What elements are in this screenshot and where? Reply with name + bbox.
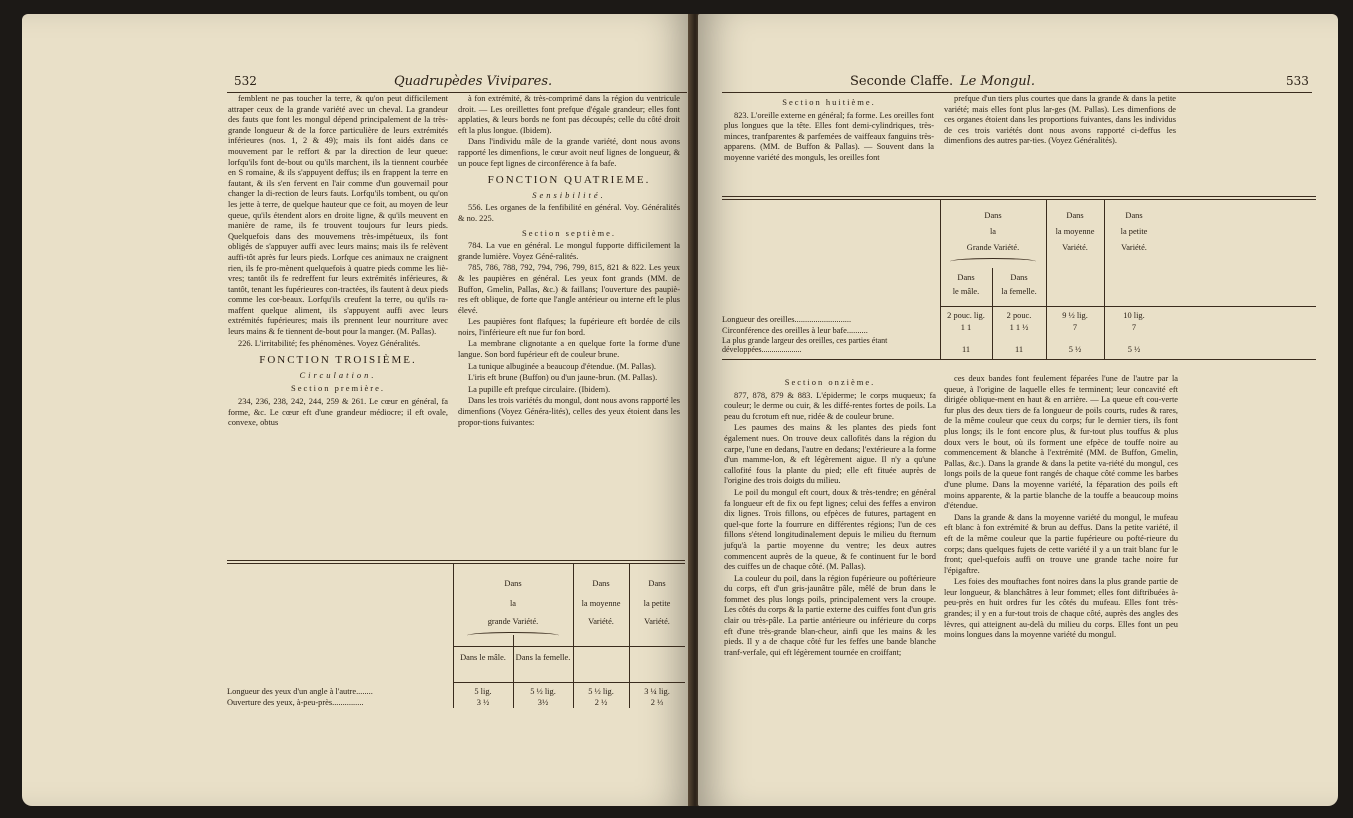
paragraph: Les paumes des mains & les plantes des pieds font également nues. On trouve deux callofités dans la région du carpe, l'une en dedans, l'autre en dedans; l'extérieure a la forme d'un mamme-lon, & eft légèrement aigue. Il n'y a qu'une callofité fous la plante du pied; elle eft fituée auprès de l'origine des trois doigts du milieu. (724, 423, 936, 486)
header-male: Dans le mâle. (460, 653, 506, 662)
section-heading: Circulation. (299, 369, 377, 380)
ear-header-petite-dans: Dans (1125, 211, 1143, 220)
header-grande-variete: grande Variété. (487, 617, 539, 626)
ear-header-femelle-dans: Dans (1010, 273, 1028, 282)
running-head-class: Seconde Claffe. (850, 74, 954, 89)
ear-width-moyenne: 5 ½ (1068, 345, 1082, 354)
ear-header-femelle: la femelle. (1001, 287, 1037, 296)
right-column-3 (724, 374, 936, 794)
paragraph: 556. Les organes de la fenfibilité en général. Voy. Généralités & no. 225. (458, 203, 680, 223)
paragraph: Dans la grande & dans la moyenne variété du mongul, le mufeau eft blanc à fon extrémité & brun au deffus. Dans la petite variété, il eft de la même couleur que la partie fupérieure ou pofté-rieure du corps; dans quelques fujets de cette variété il y a un trait blanc fur le front; quel-quefois auffi on trouve une grande tache noire fur l'épigaftre. (944, 512, 1178, 575)
eye-length-femelle: 5 ½ lig. (530, 687, 556, 696)
section-heading: FONCTION QUATRIEME. (487, 174, 651, 187)
eye-dimensions-table (227, 560, 685, 710)
page-number-left: 532 (234, 74, 257, 88)
eye-length-petite: 3 ¼ lig. (644, 687, 670, 696)
right-page (698, 14, 1338, 806)
paragraph: 877, 878, 879 & 883. L'épiderme; le corps muqueux; fa couleur; le derme ou cuir, & les diffé-rentes fortes de poils. La peau du fcrotum eft nue, ridée & de couleur brune. (724, 390, 936, 421)
header-rule-left (227, 92, 687, 93)
running-head-left: Quadrupèdes Vivipares. (394, 74, 553, 89)
ear-header-grande-dans: Dans (984, 211, 1002, 220)
ear-header-moyenne-variete: Variété. (1062, 243, 1088, 252)
header-grande-dans: Dans (504, 579, 522, 588)
left-column-1 (228, 94, 448, 564)
paragraph: 823. L'oreille externe en général; fa forme. Les oreilles font plus longues que la tête. Elles font demi-cylindriques, très-minces, tranfparentes & parfemées de vaiffeaux fanguins très-apparens. (MM. de Buffon & Pallas). — Souvent dans la moyenne variété des monguls, les oreilles font (724, 110, 934, 162)
row-label-eye-opening: Ouverture des yeux, à-peu-près............... (227, 698, 364, 707)
eye-length-male: 5 lig. (474, 687, 492, 696)
row-label-ear-circumference: Circonférence des oreilles à leur bafe.......... (722, 326, 868, 335)
ear-width-petite: 5 ½ (1127, 345, 1141, 354)
ear-length-moyenne-2: 7 (1072, 323, 1078, 332)
row-label-ear-width: La plus grande largeur des oreilles, ces parties étant développées.................... (722, 336, 888, 354)
eye-length-moyenne: 5 ½ lig. (588, 687, 614, 696)
right-column-4 (944, 374, 1178, 794)
ear-length-femelle: 2 pouc. (1006, 311, 1032, 320)
eye-opening-male: 3 ½ (476, 698, 490, 707)
section-heading: Section première. (291, 383, 385, 394)
ear-header-male: le mâle. (952, 287, 980, 296)
header-femelle: Dans la femelle. (515, 653, 571, 662)
ear-length-male-2: 1 1 (960, 323, 972, 332)
section-heading: FONCTION TROISIÈME. (259, 354, 417, 367)
ear-header-male-dans: Dans (957, 273, 975, 282)
eye-opening-petite: 2 ⅓ (650, 698, 664, 707)
paragraph: Le poil du mongul eft court, doux & très-tendre; en général fa longueur eft de fix ou fept lignes; celui des feffes a environ dix lignes. Trois fillons, ou efpèces de futures, partagent en quel-que forte la fourrure en différentes régions; l'un de ces fillons s'étend longitudinalement depuis le milieu du fternum jufqu'à la partie moyenne du ventre; les deux autres commencent auprès de la queue, & fe continuent fur le bord des cuiffes un de chaque côté. (M. Pallas). (724, 487, 936, 572)
left-column-2 (458, 94, 680, 564)
paragraph: prefque d'un tiers plus courtes que dans la grande & dans la petite variété; mais elles font plus lar-ges (M. Pallas). Les dimenfions de ces organes étoient dans les proportions fuivantes, dans les individus de ces trois variétés dont nous avons rapporté ci-deffus les dimenfions des autres par-ties. (Voyez Généralités). (944, 94, 1176, 146)
section-heading: Section septième. (522, 227, 616, 238)
paragraph: Dans les trois variétés du mongul, dont nous avons rapporté les dimenfions (Voyez Généra-lités), celles des yeux étoient dans les propor-tions fuivantes: (458, 396, 680, 427)
header-rule-right (722, 92, 1312, 93)
header-grande-la: la (509, 599, 517, 608)
section-heading: Sensibilité. (532, 189, 606, 200)
ear-header-grande-variete: Grande Variété. (966, 243, 1020, 252)
ear-width-femelle: 11 (1014, 345, 1024, 354)
header-moyenne-dans: Dans (592, 579, 610, 588)
paragraph: La couleur du poil, dans la région fupérieure ou poftérieure du corps, eft d'un gris-jaunâtre pâle, mêlé de brun dans le fommet des plus longs poils, principalement vers la croupe. Les côtés du corps & la partie externe des cuiffes font d'un gris clair ou très-pâle. La partie antérieure ou inférieure du corps eft d'une très-grande blan-cheur, ainfi que les mains & les pieds. Il y a de chaque côté fur les feffes une bande blanche tranf-verfale, qui eft légèrement tournée en croiffant; (724, 573, 936, 657)
paragraph: Les paupières font flafques; la fupérieure eft bordée de cils noirs, l'inférieure eft nue fur fon bord. (458, 317, 680, 337)
ear-length-moyenne: 9 ½ lig. (1062, 311, 1088, 320)
ear-dimensions-table (722, 196, 1316, 364)
paragraph: 784. La vue en général. Le mongul fupporte difficilement la grande lumière. Voyez Géné-ralités. (458, 241, 680, 261)
ear-header-petite-la: la petite (1120, 227, 1148, 236)
section-heading: Section huitième. (782, 97, 876, 107)
row-label-eye-length: Longueur des yeux d'un angle à l'autre........ (227, 687, 373, 696)
eye-opening-moyenne: 2 ½ (594, 698, 608, 707)
ear-width-male: 11 (961, 345, 971, 354)
ear-header-moyenne-dans: Dans (1066, 211, 1084, 220)
running-head-title: Le Mongul. (960, 74, 1035, 89)
paragraph: 234, 236, 238, 242, 244, 259 & 261. Le cœur en général, fa forme, &c. Le cœur eft d'une grandeur médiocre; il eft ovale, convexe, obtus (228, 397, 448, 428)
left-page (22, 14, 692, 806)
header-petite-dans: Dans (648, 579, 666, 588)
header-moyenne-variete: Variété. (588, 617, 614, 626)
paragraph: 226. L'irritabilité; fes phénomènes. Voyez Généralités. (238, 338, 421, 348)
ear-length-femelle-2: 1 1 ½ (1009, 323, 1029, 332)
row-label-ear-length: Longueur des oreilles........................... (722, 315, 852, 324)
right-column-1 (724, 94, 934, 194)
paragraph: La tunique albuginée a beaucoup d'étendue. (M. Pallas). (468, 361, 657, 371)
ear-header-moyenne-la: la moyenne (1055, 227, 1095, 236)
ear-length-male: 2 pouc. lig. (947, 311, 985, 320)
header-petite-variete: Variété. (644, 617, 670, 626)
paragraph: 785, 786, 788, 792, 794, 796, 799, 815, 821 & 822. Les yeux & les paupières en général. Les yeux font grands (MM. de Buffon, Gmelin, Pallas, &c.) & faillans; l'ouverture des paupiè-res eft oblique, de forte que l'angle antérieur ou interne eft le plus élevé. (458, 263, 680, 315)
paragraph: L'iris eft brune (Buffon) ou d'un jaune-brun. (M. Pallas). (468, 373, 658, 383)
paragraph: Dans l'individu mâle de la grande variété, dont nous avons rapporté les dimenfions, le cœur avoit neuf lignes de longueur, & un pouce fept lignes de circonférence à fa bafe. (458, 137, 680, 168)
ear-header-grande-la: la (989, 227, 997, 236)
paragraph: ces deux bandes font feulement féparées l'une de l'autre par la queue, à l'origine de laquelle elles fe terminent; leur concavité eft dirigée oblique-ment en haut & en arrière. — La queue eft cou-verte fur plus des deux tiers de fa longueur de poils courts, rudes & rares, de la même couleur que ceux du corps; fur le dernier tiers, ils font plus longs; ils le font encore plus, & fur-tout plus touffus & plus doux vers le bout, où ils forment une efpèce de touffe noire au commencement & blanche à l'extrémité (MM. de Buffon, Gmelin, Pallas, &c.). Dans la grande & dans la petite va-riété du mongul, ces longs poils de la queue font rangés de chaque côté comme les barbes d'une plume. Dans la moyenne variété, la féparation des poils eft moins apparente, & la partie blanche de la touffe a beaucoup moins d'étendue. (944, 374, 1178, 511)
header-moyenne-la: la moyenne (581, 599, 621, 608)
paragraph: La pupille eft prefque circulaire. (Ibidem). (468, 384, 611, 394)
ear-header-petite-variete: Variété. (1121, 243, 1147, 252)
paragraph: à fon extrémité, & très-comprimé dans la région du ventricule droit. — Les oreillettes font prefque d'égale grandeur; elles font applaties, & leurs bords ne font pas découpés; celle du côté droit eft la plus longue. (Ibidem). (458, 94, 680, 135)
paragraph: Les foies des mouftaches font noires dans la plus grande partie de leur longueur, & blanchâtres à leur fommet; elles font diftribuées à-peu-près en huit ordres fur les côtés du mufeau. Elles font très-grandes; il y en a fur-tout trois de chaque côté, auprès des angles des lèvres, qui atteignent au-delà du milieu du corps. Elles font un peu moins longues dans la moyenne variété du mongul. (944, 577, 1178, 640)
eye-opening-femelle: 3½ (537, 698, 549, 707)
ear-length-petite-2: 7 (1131, 323, 1137, 332)
ear-length-petite: 10 lig. (1123, 311, 1145, 320)
section-heading: Section onzième. (784, 377, 876, 387)
page-number-right: 533 (1286, 74, 1309, 88)
header-petite-la: la petite (643, 599, 671, 608)
right-column-2 (944, 94, 1176, 194)
paragraph: La membrane clignotante a en quelque forte la forme d'une langue. Son bord fupérieur eft de couleur brune. (458, 339, 680, 360)
paragraph: femblent ne pas toucher la terre, & qu'on peut difficilement attraper ceux de la grande variété avec un cheval. La grandeur des fauts que font les mongul dépend principalement de la très-grande longueur & de la force particulière de leurs extrémités inférieures (nos. 1, 2 & 49); mais ils font aidés dans ce mouvement par le reffort & par la direction de leur queue: lorfqu'ils font de-bout ou qu'ils marchent, ils la tiennent courbée en S romaine, & ils s'appuyent deffus; ils en frappent la terre en fautant, & ils s'en fervent en l'air comme d'un gouvernail pour changer la di-rection de leurs fauts. Lorfqu'ils tombent, ou qu'on les jette à terre, de quelque hauteur que ce foit, au moyen de leur queue, qu'ils étendent alors en droite ligne, & qu'ils meuvent en manière de rame, ils fe trouvent toujours fur leurs pieds. Quelquefois dans des mouvemens très-impétueux, ils font obligés de s'appuyer auffi avec leurs mains; mais ils fe relèvent auffi-tôt après fur leurs pieds. Lorfque ces animaux ne craignent rien, ils fe pro-mènent quelquefois à quatre pieds comme les liè-vres; tantôt ils fe redreffent fur leurs extrémités inférieures, & tantôt, tenant les fupérieures con-tractées, ils fautent à deux pieds comme les cor-beaux. Lorfqu'ils creufent la terre, ou qu'ils ra-maffent quelque aliment, ils s'appuyent auffi avec leurs extrémités fupérieures; mais ils prennent leur nourriture avec leurs mains & fe tiennent de-bout pour la manger. (M. Pallas). (228, 94, 448, 337)
